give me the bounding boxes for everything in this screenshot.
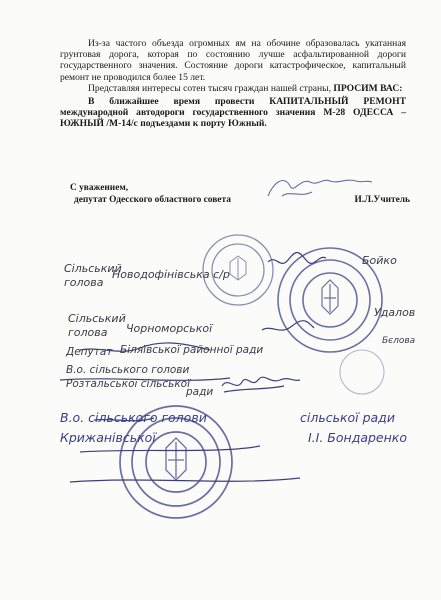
- stamp-seal-3: [340, 350, 384, 394]
- author-name: И.Л.Учитель: [354, 195, 410, 205]
- closing-text: С уважением,: [70, 183, 129, 193]
- handwriting-line2d: Удалов: [374, 306, 416, 319]
- handwriting-line1a: Сільський: [64, 262, 122, 275]
- handwriting-line2a: Сільський: [68, 312, 126, 325]
- paragraph-request: В ближайшее время провести КАПИТАЛЬНЫЙ РЕМОНТ международной автодороги государственного значения М-28 ОДЕССА – ЮЖНЫЙ /М-14/с подъездами к порту Южный.: [60, 96, 406, 130]
- handwriting-line6b: І.І. Бондаренко: [308, 430, 407, 445]
- author-position: депутат Одесского областного совета: [74, 195, 231, 205]
- handwriting-line4c: ради: [186, 386, 214, 398]
- handwriting-line5b: сільської ради: [300, 410, 395, 425]
- handwriting-line5a: В.о. сільського голови: [60, 410, 207, 425]
- handwriting-line1d: Бойко: [362, 254, 397, 267]
- handwriting-line3c: Бєлова: [382, 336, 416, 346]
- handwriting-line3a: Депутат: [66, 346, 113, 358]
- request-intro-bold: ПРОСИМ ВАС:: [333, 82, 403, 94]
- handwriting-line4b: Розтальської сільської: [66, 378, 191, 390]
- handwriting-line4a: В.о. сільського голови: [66, 364, 190, 376]
- request-intro-text: Представляя интересы сотен тысяч граждан нашей страны,: [88, 82, 334, 94]
- handwriting-line2b: голова: [68, 326, 108, 339]
- handwriting-line6a: Крижанівської: [60, 430, 156, 445]
- handwriting-line1c: Новодофінівська с/р: [112, 268, 230, 281]
- handwriting-line3b: Біляївської районної ради: [120, 344, 264, 356]
- deputy-signature: [268, 180, 372, 196]
- handwriting-line1b: голова: [64, 276, 104, 289]
- paragraph-road-condition: Из-за частого объезда огромных ям на обочине образовалась укатанная грунтовая дорога, которая по состоянию лучше асфальтированной дороги государственного значения. Состояние дороги катастрофическое, капитальный ремонт не проводился более 15 лет.: [60, 38, 406, 83]
- handwriting-line2c: Чорноморської: [126, 322, 213, 335]
